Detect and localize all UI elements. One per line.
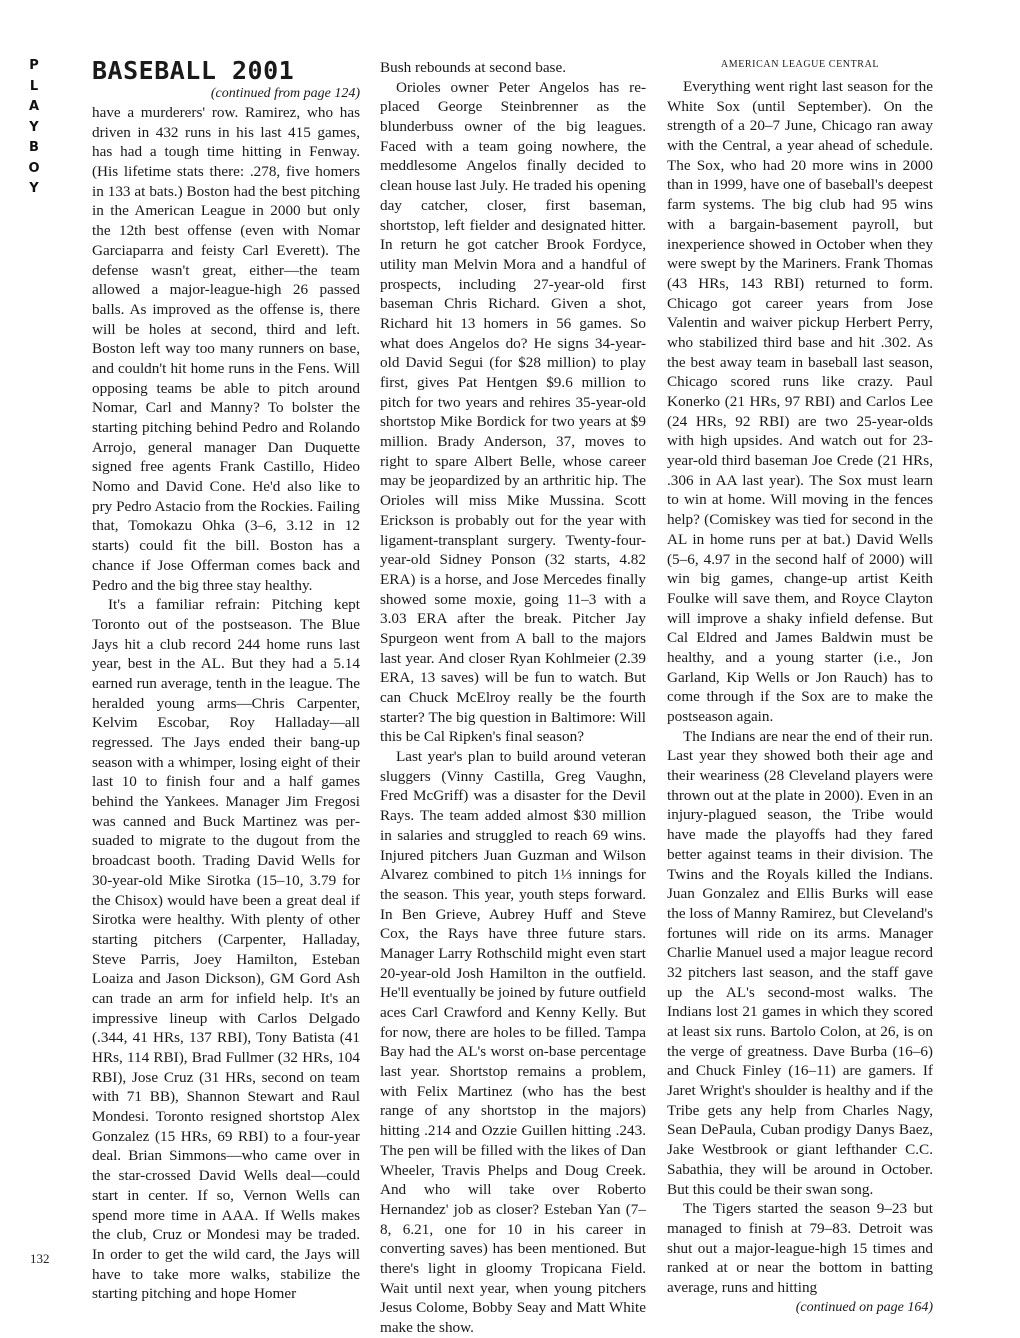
continued-from-note: (continued from page 124) [210, 86, 360, 101]
logo-letter: A [28, 99, 40, 114]
article-headline: BASEBALL 2001 [92, 56, 295, 85]
magazine-side-logo [22, 56, 46, 200]
logo-letter: B [29, 140, 39, 155]
article-column-1 [92, 58, 360, 1304]
article-column-2 [380, 58, 646, 1338]
article-paragraph: It's a familiar refrain: Pitching kept Toronto out of the postseason. The Blue Jays hit a club record 244 home runs last year, best in the AL. But they had a 5.14 earned run average, tenth in the league. The heralded young arms—Chris Carpenter, Kelvim Escobar, Roy Halladay—all regressed. The Jays ended their bang-up season with a whimper, losing eight of their last 10 to finish four and a half games behind the Yankees. Manager Jim Fregosi was canned and Buck Martinez was persuaded to migrate to the dugout from the broadcast booth. Trading David Wells for 30-year-old Mike Sirotka (15–10, 3.79 for the Chisox) would have been a great deal if Sirotka were healthy. With plenty of other starting pitchers (Carpenter, Halladay, Steve Parris, Joey Hamilton, Esteban Loaiza and Jason Dickson), GM Gord Ash can trade an arm for infield help. It's an impressive lineup with Carlos Delgado (.344, 41 HRs, 137 RBI), Tony Batista (41 HRs, 114 RBI), Brad Fullmer (32 HRs, 104 RBI), Jose Cruz (31 HRs, second on team with 71 BB), Shannon Stewart and Raul Mondesi. Toronto resigned shortstop Alex Gonzalez (15 HRs, 69 RBI) to a four-year deal. Brian Simmons—who came over in the star-crossed David Wells deal—could start in center. If so, Vernon Wells can spend more time in AAA. If Wells makes the club, Cruz or Mondesi may be traded. In order to get the wild card, the Jays will have to take more walks, stabilize the starting pitching and hope Homer [92, 596, 360, 1303]
article-paragraph: The Indians are near the end of their run. Last year they showed both their age and their weariness (28 Cleveland players were thrown out at the plate in 2000). Even in an injury-plagued season, the Tribe would have made the playoffs had they fared better against teams in their division. The Twins and the Royals killed the Indians. Juan Gonzalez and Ellis Burks will ease the loss of Manny Ramirez, but Cleveland's fortunes will ride on its arms. Manager Charlie Manuel used a major league record 32 pitchers last season, and the staff gave up the AL's second-most walks. The Indians lost 21 games in which they scored at least six runs. Bartolo Colon, at 26, is on the verge of greatness. Dave Burba (16–6) and Chuck Finley (16–11) are gamers. If Jaret Wright's shoulder is healthy and if the Tribe gets any help from Charles Nagy, Sean DePaula, Cuban prodigy Danys Baez, Jake Westbrook or giant lefthander C.C. Sabathia, they will be around in October. But this could be their swan song. [667, 727, 933, 1198]
article-paragraph: Orioles owner Peter Angelos has replaced George Steinbrenner as the blunderbuss owner of the big leagues. Faced with a team going nowhere, the meddlesome Angelos finally decided to clean house last July. He traded his opening day catcher, closer, first baseman, shortstop, left fielder and designated hitter. In return he got catcher Brook Fordyce, utility man Melvin Mora and a handful of prospects, including 27-year-old first baseman Chris Richard. Given a shot, Richard hit 13 homers in 56 games. So what does Angelos do? He signs 34-year-old David Segui (for $28 million) to play first, gives Pat Hentgen $9.6 million to pitch for two years and rehires 35-year-old shortstop Mike Bordick for two years at $9 million. Brady Anderson, 37, moves to right to spare Albert Belle, whose career may be jeopardized by an arthritic hip. The Orioles will miss Mike Mussina. Scott Erickson is probably out for the year with ligament-transplant surgery. Twenty-four-year-old Sidney Ponson (32 starts, 4.82 ERA) is a horse, and Jose Mercedes finally showed some moxie, going 11–3 with a 3.03 ERA after the break. Pitcher Jay Spurgeon went from A ball to the majors last year. And closer Ryan Kohlmeier (2.39 ERA, 13 saves) will be fun to watch. But can Chuck McElroy really be the fourth starter? The big question in Baltimore: Will this be Cal Ripken's final season? [380, 78, 646, 746]
logo-letter: P [29, 58, 39, 73]
article-column-3 [667, 58, 933, 1317]
article-paragraph: Last year's plan to build around veteran sluggers (Vinny Castilla, Greg Vaughn, Fred McGriff) was a disaster for the Devil Rays. The team added almost $30 million in salaries and struggled to reach 69 wins. Injured pitchers Juan Guzman and Wilson Alvarez combined to pitch 1⅓ innings for the season. This year, youth steps forward. In Ben Grieve, Aubrey Huff and Steve Cox, the Rays have three future stars. Manager Larry Rothschild might even start 20-year-old Josh Hamilton in the outfield. He'll eventually be joined by future outfield aces Carl Crawford and Kenny Kelly. But for now, there are holes to be filled. Tampa Bay had the AL's worst on-base percentage last year. Shortstop remains a problem, with Felix Martinez (who has the best range of any shortstop in the majors) hitting .214 and Ozzie Guillen hitting .243. The pen will be filled with the likes of Dan Wheeler, Travis Phelps and Doug Creek. And who will take over Roberto Hernandez' job as closer? Esteban Yan (7–8, 6.21, one for 10 in his career in converting saves) has been mentioned. But there's light in gloomy Tropicana Field. Wait until next year, when young pitchers Jesus Colome, Bobby Seay and Matt White make the show. [380, 748, 646, 1336]
logo-letter: L [29, 78, 39, 94]
logo-letter: O [28, 160, 40, 176]
page-number: 132 [30, 1251, 50, 1266]
continued-on-note: (continued on page 164) [795, 1299, 933, 1315]
logo-letter: Y [29, 181, 39, 196]
article-paragraph: Bush rebounds at second base. [380, 59, 567, 76]
article-paragraph: Everything went right last season for the White Sox (until September). On the strength of a 20–7 June, Chicago ran away with the Central, a year ahead of schedule. The Sox, who had 20 more wins in 2000 than in 1999, have one of baseball's deepest farm systems. The big club had 95 wins with a bargain-basement payroll, but inexperience showed in October when they were swept by the Mariners. Frank Thomas (43 HRs, 143 RBI) returned to form. Chicago got career years from Jose Valentin and waiver pickup Herbert Perry, who stabilized third base and hit .302. As the best away team in baseball last season, Chicago scored runs like crazy. Paul Konerko (21 HRs, 97 RBI) and Carlos Lee (24 HRs, 92 RBI) are two 25-year-olds with high upsides. And watch out for 23-year-old third baseman Joe Crede (21 HRs, .306 in AA last year). The Sox must learn to win at home. Will moving in the fences help? (Comiskey was tied for second in the AL in home runs per at bat.) David Wells (5–6, 4.97 in the second half of 2000) will win big games, change-up artist Keith Foulke will save them, and Royce Clayton will improve a shaky infield defense. But Cal Eldred and James Baldwin must be healthy, and a young starter (i.e., Jon Garland, Kip Wells or Jon Rauch) has to come through if the Sox are to make the postseason again. [667, 78, 933, 725]
logo-letter: Y [29, 119, 39, 135]
section-heading: AMERICAN LEAGUE CENTRAL [720, 59, 880, 70]
article-paragraph: The Tigers started the season 9–23 but managed to finish at 79–83. Detroit was shut out a major-league-high 15 times and ranked at or near the bottom in batting average, runs and hitting [667, 1200, 933, 1296]
article-paragraph: have a murderers' row. Ramirez, who has driven in 432 runs in his last 415 games, has had a tough time hitting in Fenway. (His lifetime stats there: .278, five homers in 133 at bats.) Boston had the best pitching in the American League in 2000 but only the 12th best offense (even with Nomar Garciaparra and feisty Carl Everett). The defense wasn't great, either—the team allowed a major-league-high 26 passed balls. As improved as the offense is, there will be holes at second, third and left. Boston left way too many runners on base, and couldn't hit home runs in the Fens. Will opposing teams be able to pitch around Nomar, Carl and Manny? To bolster the starting pitching behind Pedro and Rolando Arrojo, general manager Dan Duquette signed free agents Frank Castillo, Hideo Nomo and David Cone. He'd also like to pry Pedro Astacio from the Rockies. Failing that, Tomokazu Ohka (3–6, 3.12 in 12 starts) could fit the bill. Boston has a chance if Jose Offerman comes back and Pedro and the big three stay healthy. [92, 104, 360, 594]
